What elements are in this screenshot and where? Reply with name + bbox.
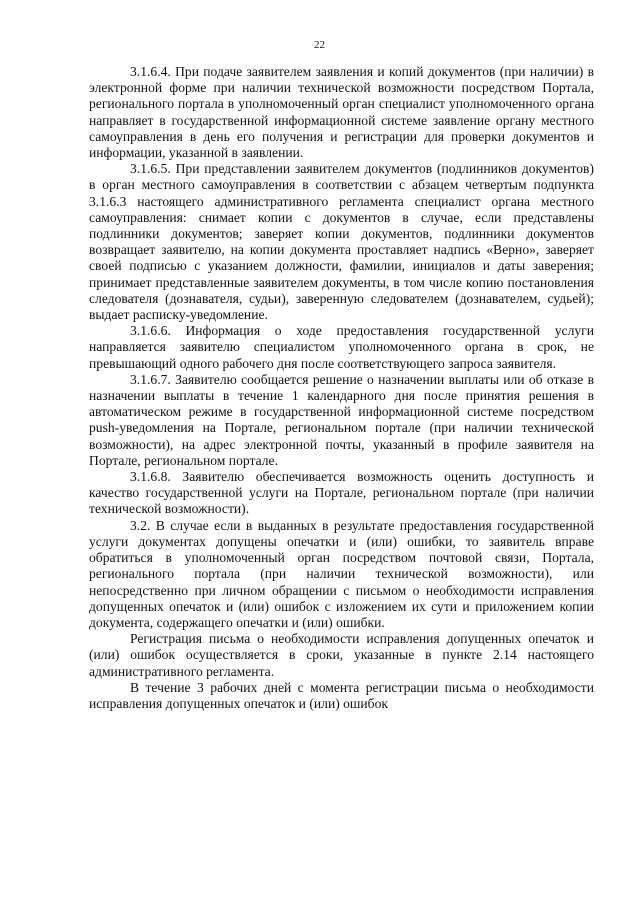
paragraph-3-1-6-8: 3.1.6.8. Заявителю обеспечивается возможность оценить доступность и качество государственной услуги на Портале, региональном портале (при наличии технической возможности). (89, 469, 594, 517)
document-body (89, 64, 594, 712)
paragraph-registration: Регистрация письма о необходимости исправления допущенных опечаток и (или) ошибок осуществляется в сроки, указанные в пункте 2.14 настоящего административного регламента. (89, 631, 594, 679)
paragraph-3-1-6-7: 3.1.6.7. Заявителю сообщается решение о назначении выплаты или об отказе в назначении выплаты в течение 1 календарного дня после принятия решения в автоматическом режиме в государственной информационной системе посредством push-уведомления на Портале, региональном портале (при наличии технической возможности), на адрес электронной почты, указанный в профиле заявителя на Портале, региональном портале. (89, 371, 594, 468)
paragraph-3-1-6-5: 3.1.6.5. При представлении заявителем документов (подлинников документов) в орган местного самоуправления в соответствии с абзацем четвертым подпункта 3.1.6.3 настоящего административного регламента специалист органа местного самоуправления: снимает копии с документов в случае, если представлены подлинники документов; заверяет копии документов, подлинники документов возвращает заявителю, на копии документа проставляет надпись «Верно», заверяет своей подписью с указанием должности, фамилии, инициалов и даты заверения; принимает представленные заявителем документы, в том числе копию постановления следователя (дознавателя, судьи), заверенную следователем (дознавателем, судьей); выдает расписку-уведомление. (89, 161, 594, 323)
paragraph-three-days: В течение 3 рабочих дней с момента регистрации письма о необходимости исправления допущенных опечаток и (или) ошибок (89, 679, 594, 711)
page-number: 22 (314, 39, 325, 51)
paragraph-3-2: 3.2. В случае если в выданных в результате предоставления государственной услуги документах допущены опечатки и (или) ошибки, то заявитель вправе обратиться в уполномоченный орган посредством почтовой связи, Портала, регионального портала (при наличии технической возможности), или непосредственно при личном обращении с письмом о необходимости исправления допущенных опечаток и (или) ошибок с изложением их сути и приложением копии документа, содержащего опечатки и (или) ошибки. (89, 517, 594, 630)
paragraph-3-1-6-6: 3.1.6.6. Информация о ходе предоставления государственной услуги направляется заявителю специалистом уполномоченного органа в срок, не превышающий одного рабочего дня после соответствующего запроса заявителя. (89, 323, 594, 371)
paragraph-3-1-6-4: 3.1.6.4. При подаче заявителем заявления и копий документов (при наличии) в электронной форме при наличии технической возможности посредством Портала, регионального портала в уполномоченный орган специалист уполномоченного органа направляет в государственной информационной системе заявление органу местного самоуправления в день его получения и регистрации для проверки документов и информации, указанной в заявлении. (89, 64, 594, 161)
